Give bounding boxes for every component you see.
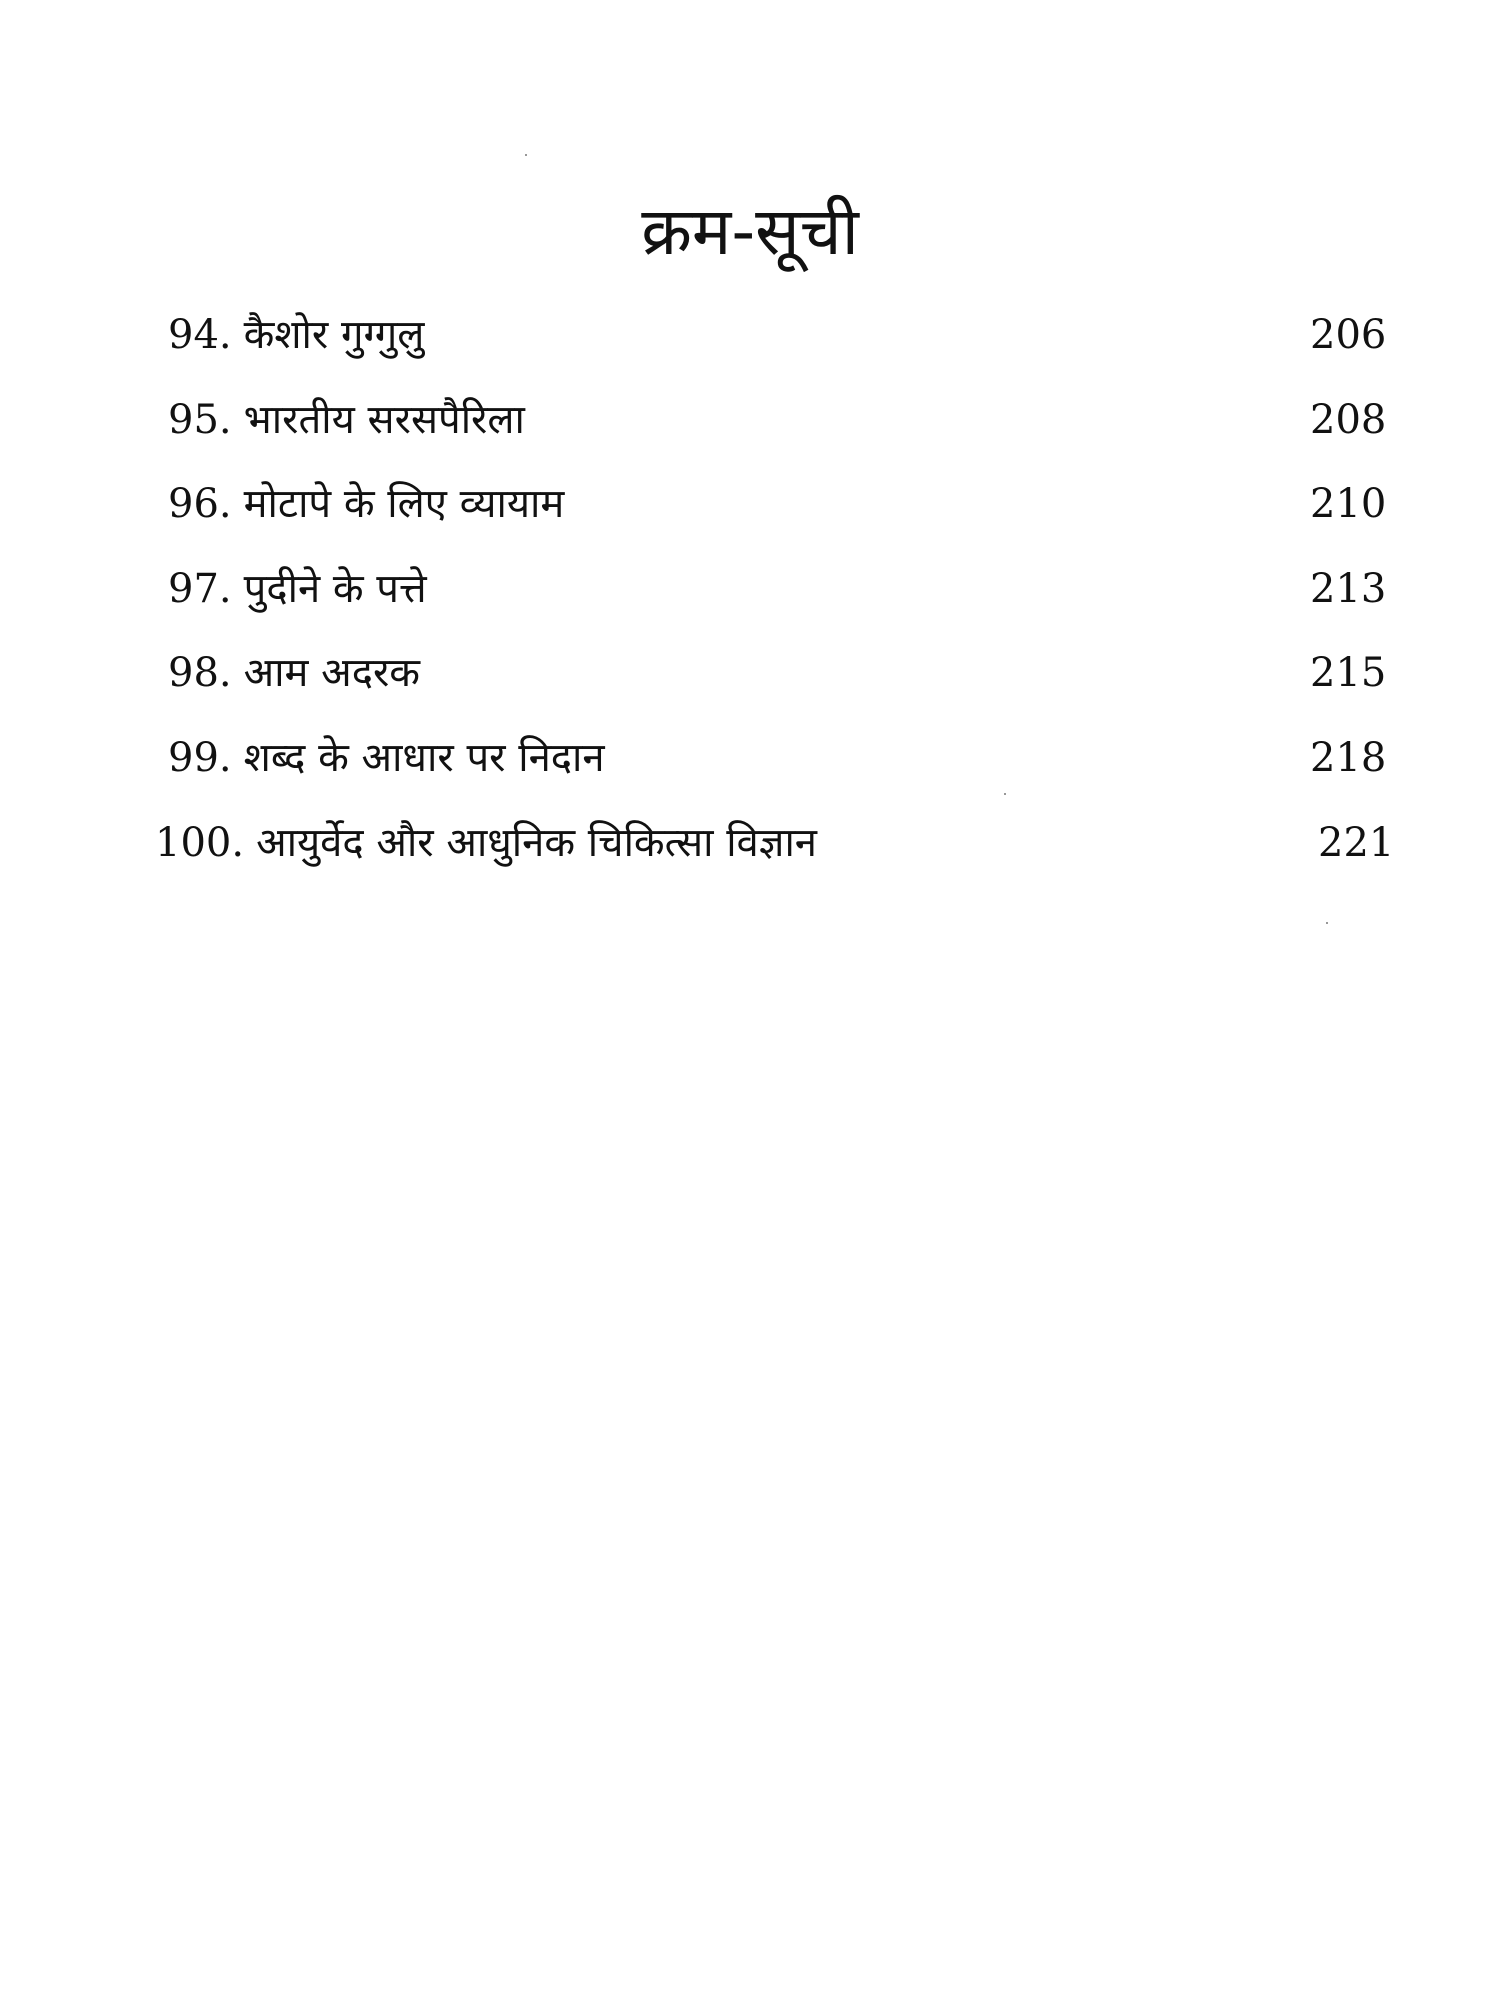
toc-number: 94. bbox=[168, 312, 232, 358]
toc-entry bbox=[168, 554, 427, 624]
toc-entry bbox=[155, 808, 817, 878]
toc-number: 97. bbox=[168, 566, 232, 612]
toc-row bbox=[168, 469, 1387, 539]
toc-row bbox=[168, 385, 1387, 455]
toc-entry bbox=[168, 385, 525, 455]
toc-title: शब्द के आधार पर निदान bbox=[243, 735, 605, 781]
toc-number: 98. bbox=[168, 650, 232, 696]
page-title: क्रम-सूची bbox=[641, 193, 859, 270]
toc-title: आम अदरक bbox=[243, 650, 421, 696]
toc-title: आयुर्वेद और आधुनिक चिकित्सा विज्ञान bbox=[256, 820, 818, 866]
toc-page-number: 210 bbox=[1310, 481, 1387, 527]
toc-entry bbox=[168, 723, 605, 793]
toc-page-number: 221 bbox=[1318, 820, 1395, 866]
toc-title: भारतीय सरसपैरिला bbox=[243, 397, 525, 443]
toc-entry bbox=[168, 469, 564, 539]
toc-title: पुदीने के पत्ते bbox=[243, 566, 427, 612]
toc-number: 96. bbox=[168, 481, 232, 527]
toc-number: 99. bbox=[168, 735, 232, 781]
toc-page-number: 208 bbox=[1310, 397, 1387, 443]
toc-page-number: 213 bbox=[1310, 566, 1387, 612]
toc-page-number: 215 bbox=[1310, 650, 1387, 696]
toc-row bbox=[168, 554, 1387, 624]
toc-row bbox=[168, 723, 1387, 793]
toc-number: 95. bbox=[168, 397, 232, 443]
toc-number: 100. bbox=[155, 820, 245, 866]
toc-title: मोटापे के लिए व्यायाम bbox=[243, 481, 565, 527]
toc-entry bbox=[168, 300, 424, 370]
toc-page-number: 218 bbox=[1310, 735, 1387, 781]
toc-title: कैशोर गुग्गुलु bbox=[243, 312, 425, 358]
toc-row bbox=[155, 808, 1395, 878]
toc-row bbox=[168, 638, 1387, 708]
toc-row bbox=[168, 300, 1387, 370]
toc-entry bbox=[168, 638, 420, 708]
toc-page-number: 206 bbox=[1310, 312, 1387, 358]
